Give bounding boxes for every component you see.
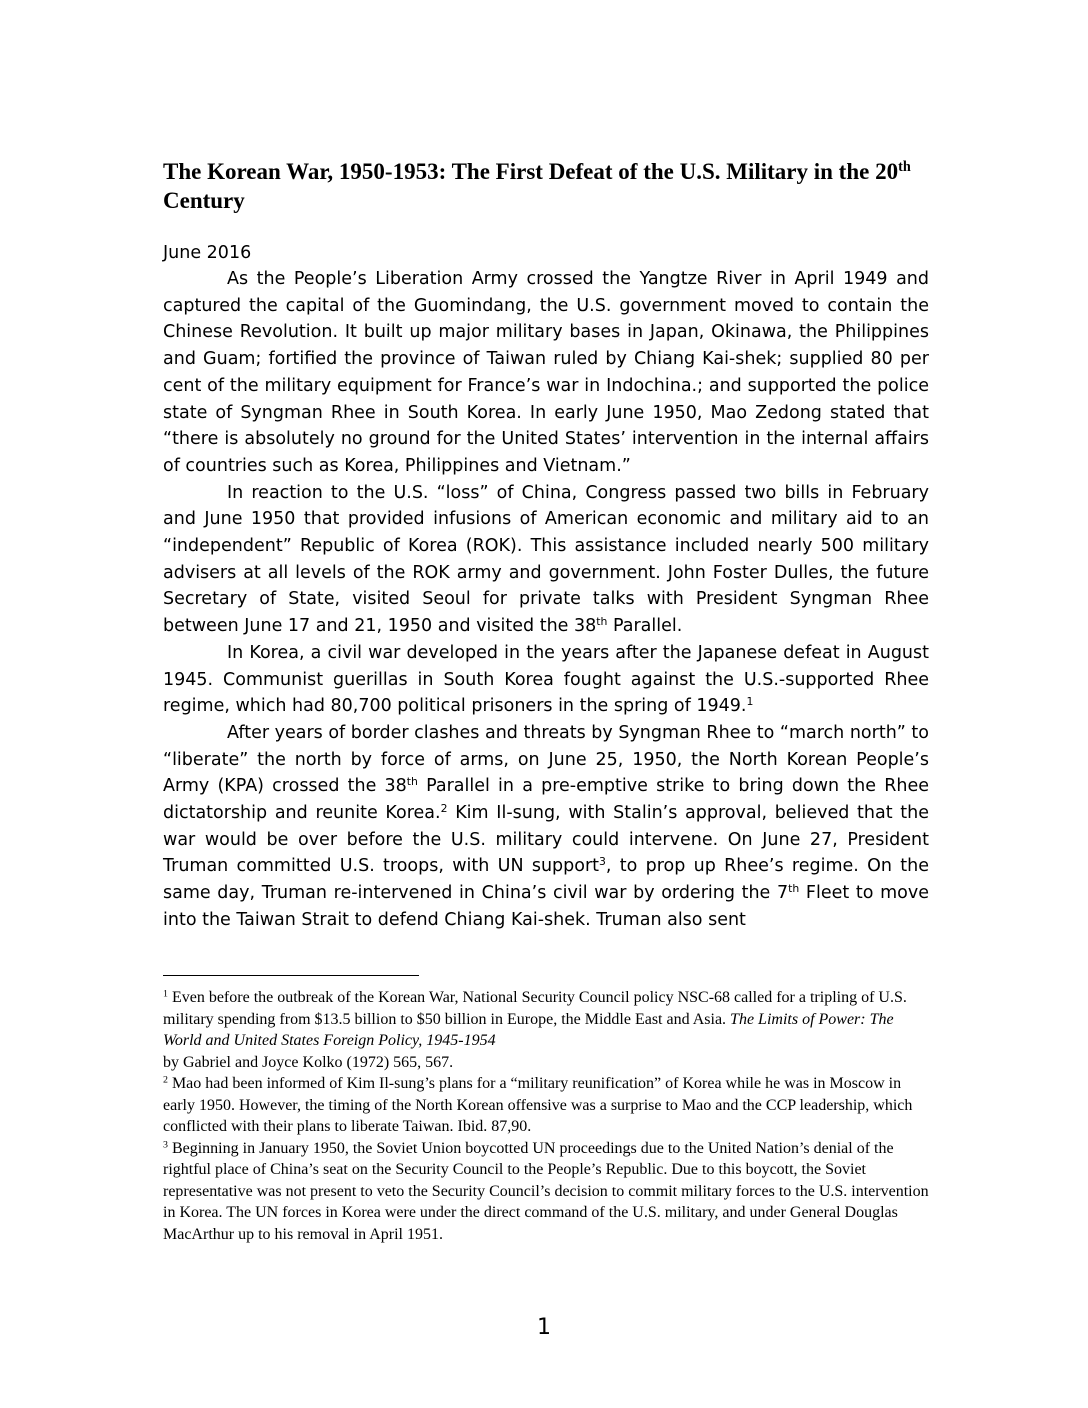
page-title (163, 157, 943, 215)
paragraph-2-text-end: Parallel. (607, 616, 683, 637)
footnote-3-text: Beginning in January 1950, the Soviet Union boycotted UN proceedings due to the United Nation’s denial of the rightful place of China’s seat on the Security Council to the People’s Republic. Due to this boycott, the Soviet representative was not present to veto the Security Council’s decision to commit military forces to the U.S. intervention in Korea. The UN forces in Korea were under the direct command of the U.S. military, and under General Douglas MacArthur up to his removal in April 1951. (163, 1139, 929, 1243)
title-text-end: Century (163, 188, 245, 213)
paragraph-4-text: After years of border clashes and threats by Syngman Rhee to “march north” to “liberate” the north by force of arms, on June 25, 1950, the North Korean People’s Army (KPA) crossed the 38 (163, 722, 929, 797)
footnote-3 (163, 1138, 933, 1246)
book-title: The Limits of Power: The World and United States Foreign Policy, 1945-1954 (163, 1010, 894, 1049)
footnote-separator (163, 975, 419, 976)
footnote-1 (163, 987, 933, 1073)
paragraph-4 (163, 720, 929, 934)
paragraph-4-text-end: Fleet to move into the Taiwan Strait to defend Chiang Kai-shek. Truman also sent (163, 883, 929, 930)
paragraph-4-text: Parallel in a pre-emptive strike to bring down the Rhee dictatorship and reunite Korea. (163, 776, 929, 824)
title-text: The Korean War, 1950-1953: The First Defeat of the U.S. Military in the 20 (163, 159, 899, 184)
page-number: 1 (537, 1315, 551, 1340)
footnote-2 (163, 1073, 933, 1138)
footnote-number: 1 (163, 988, 168, 1000)
paragraph-2-text: In reaction to the U.S. “loss” of China, Congress passed two bills in February and June 1950 that provided infusions of American economic and military aid to an “independent” Republic of Korea (ROK). This assistance included nearly 500 military advisers at all levels of the ROK army and government. John Foster Dulles, the future Secretary of State, visited Seoul for private talks with President Syngman Rhee between June 17 and 21, 1950 and visited the 38 (163, 482, 929, 637)
footnote-ref-2[interactable]: 2 (440, 802, 448, 816)
footnote-ref-1[interactable]: 1 (746, 695, 754, 709)
footnotes (163, 987, 933, 1245)
publication-date: June 2016 (163, 243, 252, 263)
footnote-ref-3[interactable]: 3 (599, 855, 606, 869)
footnote-number: 2 (163, 1074, 168, 1086)
ordinal-superscript: th (406, 775, 418, 789)
title-superscript: th (898, 159, 911, 176)
ordinal-superscript: th (788, 882, 800, 896)
body-text (163, 266, 929, 934)
footnote-1-text: Even before the outbreak of the Korean War, National Security Council policy NSC-68 called for a tripling of U.S. military spending from $13.5 billion to $50 billion in Europe, the Middle East and Asia. (163, 989, 907, 1028)
paragraph-4-text: , to prop up Rhee’s regime. On the same day, Truman re-intervened in China’s civil war by ordering the 7 (163, 856, 929, 904)
ordinal-superscript: th (596, 615, 608, 629)
paragraph-4-text: Kim Il-sung, with Stalin’s approval, believed that the war would be over before the U.S. military could intervene. On June 27, President Truman committed U.S. troops, with UN support (163, 803, 929, 877)
paragraph-3 (163, 640, 929, 720)
footnote-number: 3 (163, 1139, 168, 1151)
footnote-1-citation: by Gabriel and Joyce Kolko (1972) 565, 567. (163, 1053, 454, 1071)
paragraph-1: As the People’s Liberation Army crossed the Yangtze River in April 1949 and captured the capital of the Guomindang, the U.S. government moved to contain the Chinese Revolution. It built up major military bases in Japan, Okinawa, the Philippines and Guam; fortified the province of Taiwan ruled by Chiang Kai-shek; supplied 80 per cent of the military equipment for France’s war in Indochina.; and supported the police state of Syngman Rhee in South Korea. In early June 1950, Mao Zedong stated that “there is absolutely no ground for the United States’ intervention in the internal affairs of countries such as Korea, Philippines and Vietnam.” (163, 269, 929, 476)
paragraph-3-text: In Korea, a civil war developed in the years after the Japanese defeat in August 1945. Communist guerillas in South Korea fought against the U.S.-supported Rhee regime, which had 80,700 political prisoners in the spring of 1949. (163, 642, 929, 717)
footnote-2-text: Mao had been informed of Kim Il-sung’s plans for a “military reunification” of Korea while he was in Moscow in early 1950. However, the timing of the North Korean offensive was a surprise to Mao and the CCP leadership, which conflicted with their plans to liberate Taiwan. Ibid. 87,90. (163, 1075, 913, 1135)
paragraph-2 (163, 480, 929, 640)
